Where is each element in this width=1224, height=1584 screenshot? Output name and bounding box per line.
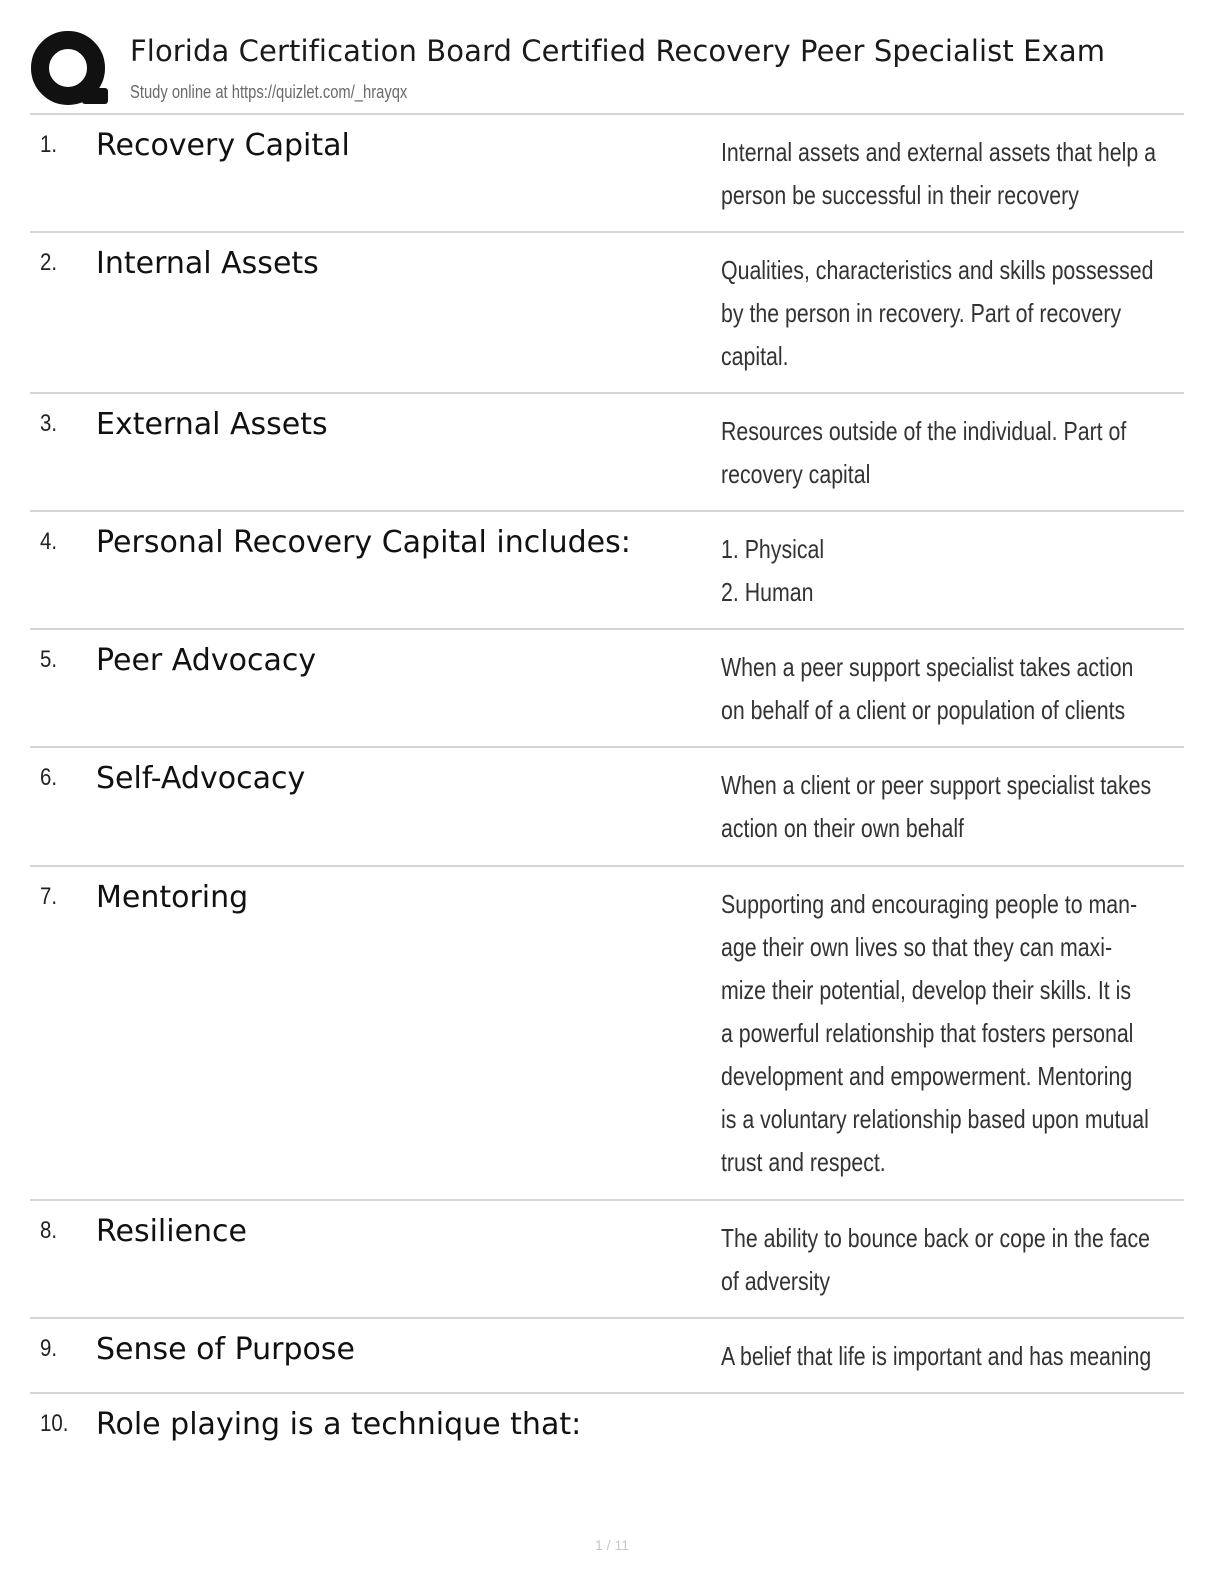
card-number: 10. — [40, 1410, 69, 1437]
card-term: Personal Recovery Capital includes: — [96, 525, 631, 560]
card-term: Resilience — [96, 1214, 248, 1249]
card-definition: Qualities, characteristics and skills possessed by the person in recovery. Part of recovery capital. — [721, 255, 1154, 371]
card-definition: 1. Physical 2. Human — [721, 534, 825, 607]
flashcard-row — [30, 1201, 1184, 1319]
card-term: Mentoring — [96, 880, 249, 915]
card-term: Internal Assets — [96, 246, 319, 281]
quizlet-logo-icon — [30, 30, 110, 110]
flashcard-row — [30, 512, 1184, 630]
card-number: 3. — [40, 410, 58, 437]
card-number: 9. — [40, 1335, 58, 1362]
flashcard-row — [30, 1319, 1184, 1394]
card-number: 7. — [40, 883, 58, 910]
flashcard-row — [30, 1394, 1184, 1484]
card-definition: Resources outside of the individual. Part of recovery capital — [721, 416, 1127, 489]
flashcard-row — [30, 748, 1184, 867]
card-number: 4. — [40, 528, 58, 555]
card-definition: When a peer support specialist takes action on behalf of a client or population of clients — [721, 652, 1134, 725]
card-number: 5. — [40, 646, 58, 673]
card-term: Sense of Purpose — [96, 1332, 355, 1367]
card-term: Recovery Capital — [96, 128, 350, 163]
card-definition: Internal assets and external assets that help a person be successful in their recovery — [721, 137, 1156, 210]
flashcard-row — [30, 115, 1184, 233]
card-term: Self-Advocacy — [96, 761, 306, 796]
card-number: 1. — [40, 131, 58, 158]
flashcard-row — [30, 867, 1184, 1201]
flashcard-row — [30, 630, 1184, 748]
page-header — [30, 28, 1190, 112]
card-number: 2. — [40, 249, 58, 276]
page-number: 1 / 11 — [595, 1537, 629, 1553]
card-definition: The ability to bounce back or cope in the face of adversity — [721, 1223, 1151, 1296]
card-number: 8. — [40, 1217, 58, 1244]
card-definition: A belief that life is important and has meaning — [721, 1341, 1152, 1371]
flashcard-row — [30, 394, 1184, 512]
card-definition: Supporting and encouraging people to man- age their own lives so that they can maxi- mize their potential, develop their skills. It is a powerful relationship that fosters personal development and empowerment. Mentoring is a voluntary relationship based upon mutual trust and respect. — [721, 889, 1149, 1177]
card-number: 6. — [40, 764, 58, 791]
card-definition: When a client or peer support specialist takes action on their own behalf — [721, 770, 1152, 843]
card-term: External Assets — [96, 407, 328, 442]
card-term: Peer Advocacy — [96, 643, 317, 678]
card-term: Role playing is a technique that: — [96, 1407, 582, 1442]
document-title: Florida Certification Board Certified Recovery Peer Specialist Exam — [130, 34, 1106, 68]
study-online-link[interactable]: Study online at https://quizlet.com/_hrayqx — [130, 82, 408, 102]
flashcard-list — [30, 115, 1184, 1484]
flashcard-row — [30, 233, 1184, 394]
